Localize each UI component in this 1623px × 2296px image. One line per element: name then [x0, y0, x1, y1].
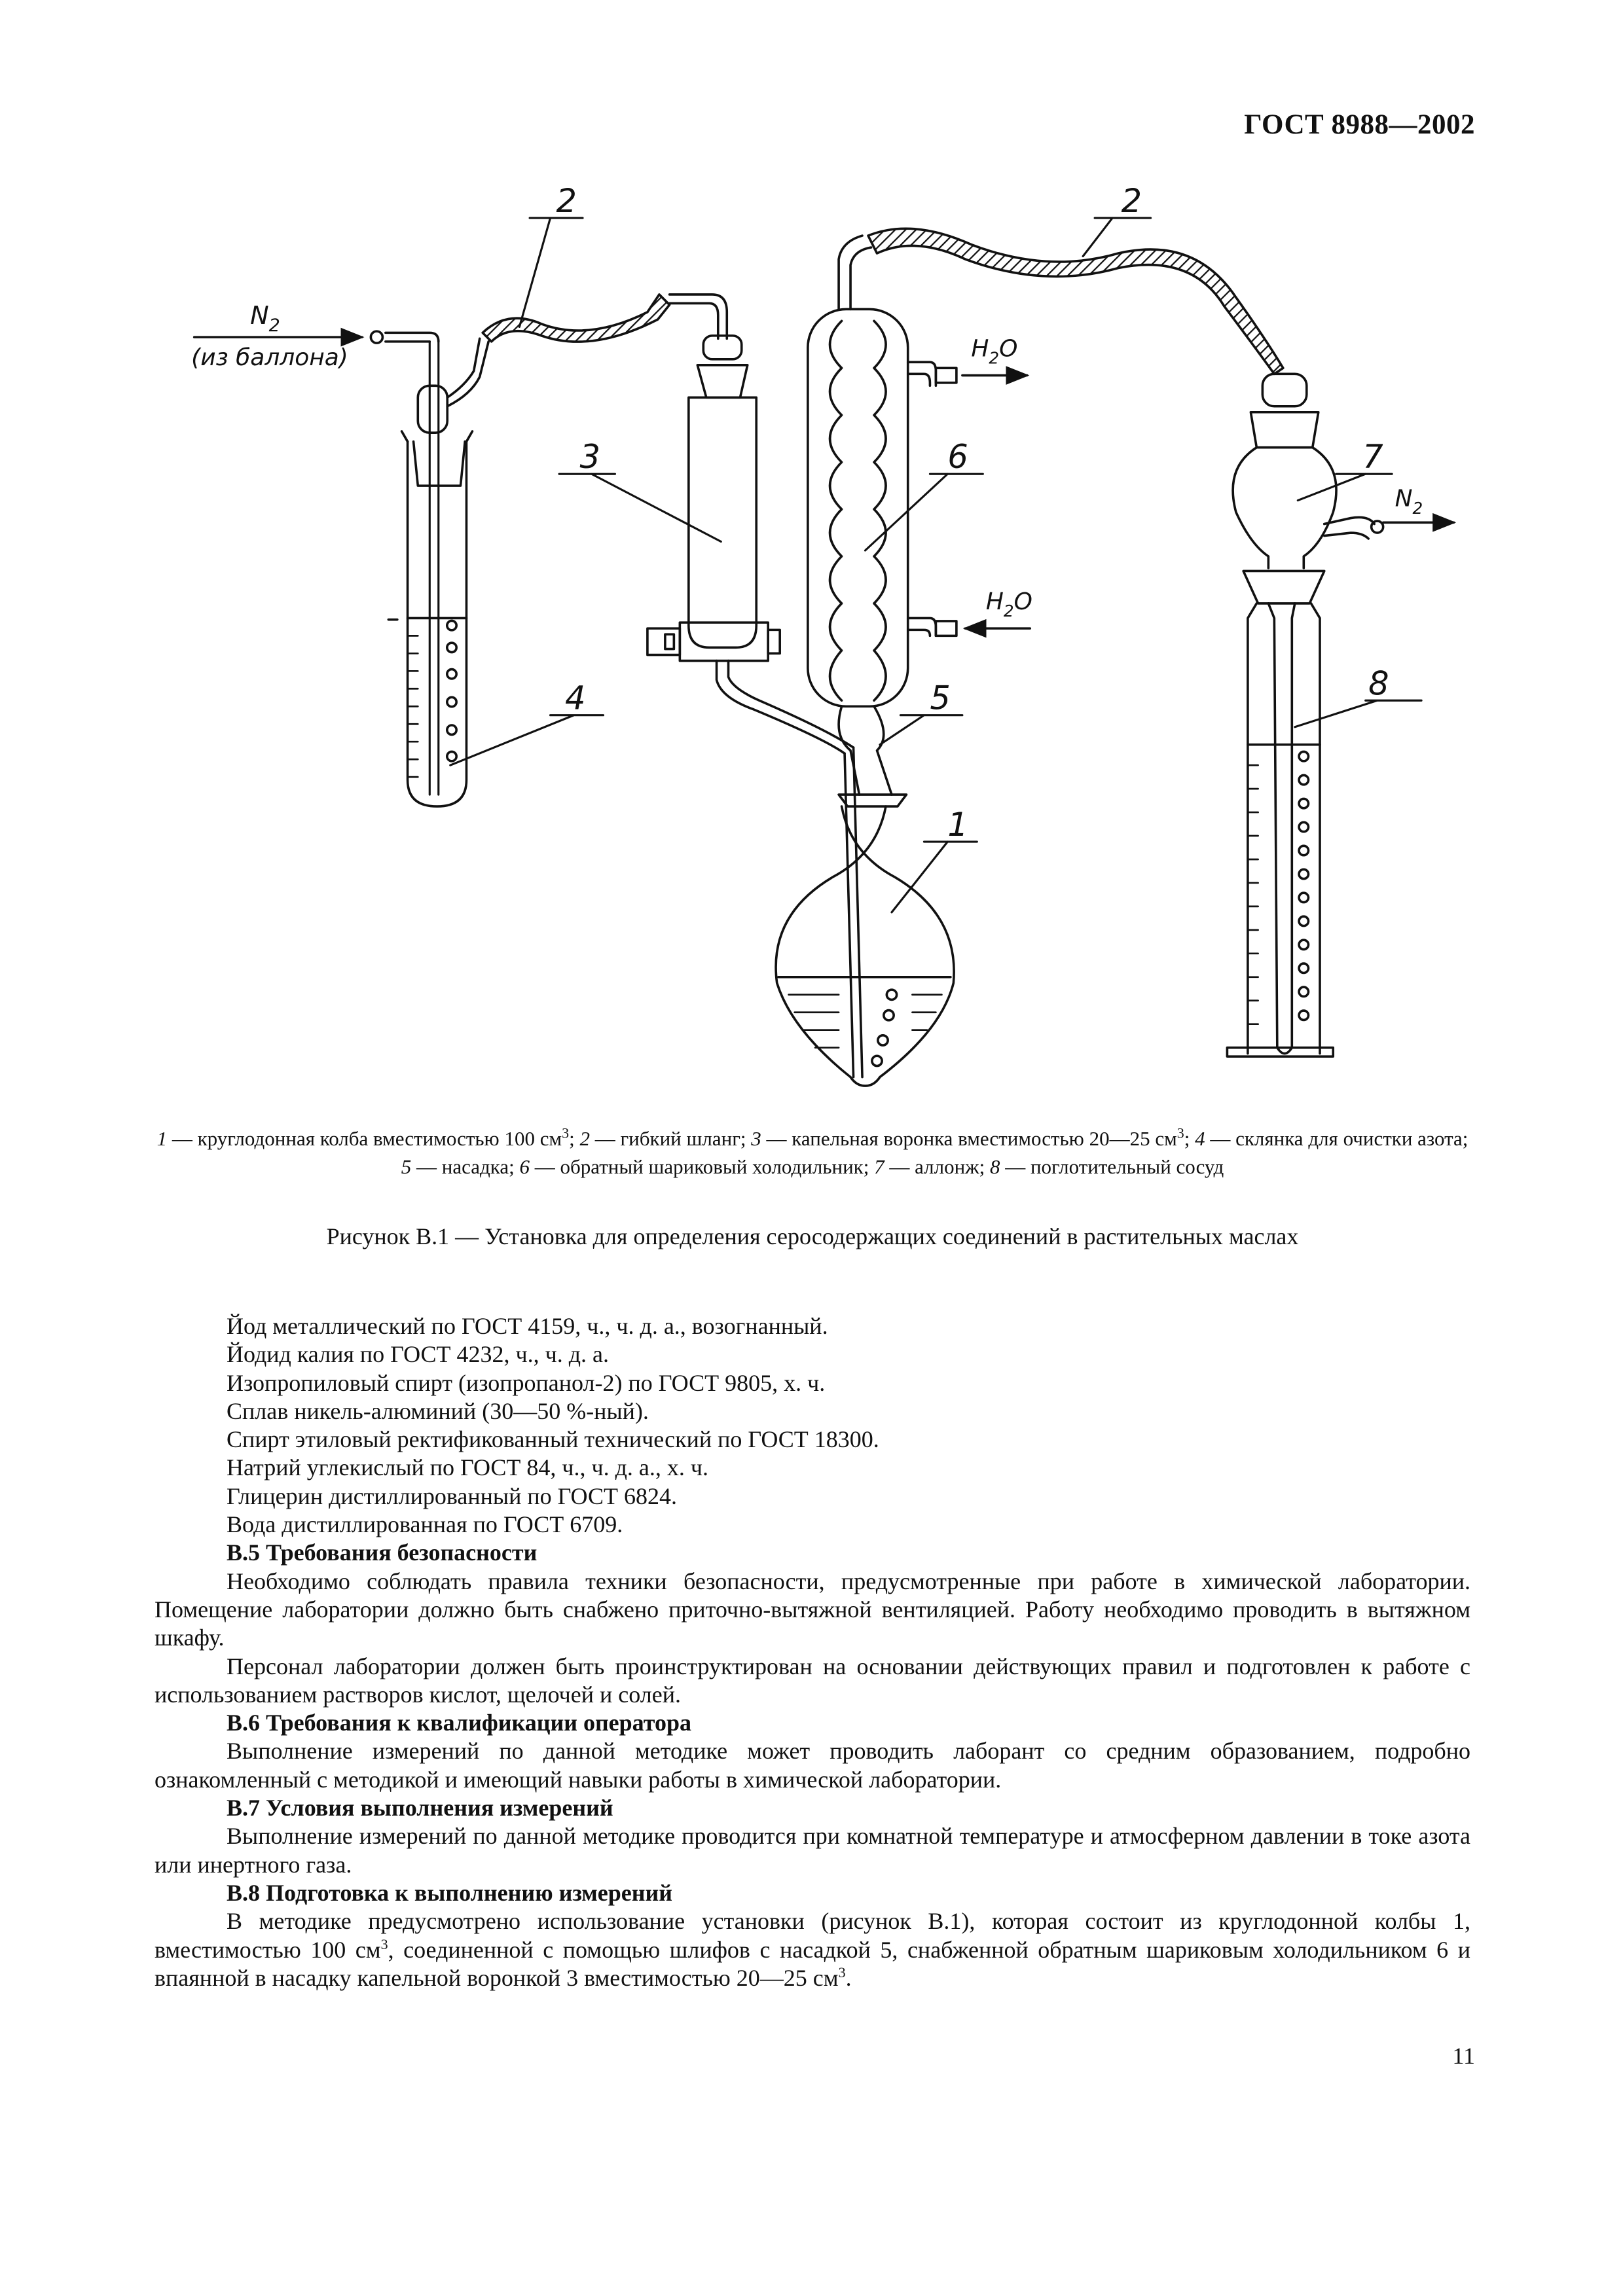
callout-1: 1 — [947, 806, 968, 844]
paragraph: Необходимо соблюдать правила техники безопасности, предусмотренные при работе в химической лаборатории. Помещение лаборатории должно быть снабжено приточно-вытяжной вентиляцией. Работу необходимо проводить в вытяжном шкафу. — [155, 1568, 1470, 1651]
paragraph: Выполнение измерений по данной методике проводится при комнатной температуре и атмосферном давлении в токе азота или инертного газа. — [155, 1823, 1470, 1878]
figure-title: Рисунок В.1 — Установка для определения серосодержащих соединений в растительных маслах — [326, 1223, 1299, 1249]
reagent-line: Глицерин дистиллированный по ГОСТ 6824. — [227, 1482, 677, 1509]
allonge-adapter-7 — [1233, 374, 1383, 603]
callout-8: 8 — [1368, 664, 1389, 703]
reagent-line: Спирт этиловый ректификованный технический по ГОСТ 18300. — [227, 1426, 879, 1453]
flexible-hose-left — [483, 295, 669, 342]
dropping-funnel-3 — [647, 336, 854, 753]
callout-6: 6 — [947, 438, 968, 476]
callout-5: 5 — [930, 679, 951, 717]
round-bottom-flask-1 — [776, 747, 954, 1086]
section-heading-b7: В.7 Условия выполнения измерений — [227, 1795, 613, 1821]
water-inlet-label: $H_2O$ — [985, 588, 1032, 621]
absorption-vessel-8 — [1227, 603, 1333, 1056]
n2-outlet-label: $N_2$ — [1395, 485, 1423, 518]
callout-4: 4 — [565, 679, 586, 717]
page-number: 11 — [1452, 2043, 1475, 2069]
reagent-line: Йодид калия по ГОСТ 4232, ч., ч. д. а. — [227, 1341, 610, 1368]
n2-source-label: (из баллона) — [191, 344, 348, 371]
standard-number-header: ГОСТ 8988—2002 — [1244, 109, 1475, 140]
reagent-line: Изопропиловый спирт (изопропанол-2) по ГОСТ 9805, х. ч. — [227, 1369, 826, 1396]
apparatus-figure — [0, 0, 1623, 1113]
water-outlet-label: $H_2O$ — [971, 335, 1018, 368]
reagent-line: Йод металлический по ГОСТ 4159, ч., ч. д. а., возогнанный. — [227, 1313, 828, 1339]
body-text — [155, 1312, 1470, 1992]
callout-3: 3 — [579, 438, 600, 476]
paragraph: Персонал лаборатории должен быть проинструктирован на основании действующих правил и подготовлен к работе с использованием растворов кислот, щелочей и солей. — [155, 1653, 1470, 1708]
reagent-line: Вода дистиллированная по ГОСТ 6709. — [227, 1511, 623, 1538]
paragraph: Выполнение измерений по данной методике может проводить лаборант со средним образованием, подробно ознакомленный с методикой и имеющий навыки работы в химической лаборатории. — [155, 1738, 1470, 1793]
section-heading-b5: В.5 Требования безопасности — [227, 1539, 538, 1566]
n2-inlet-label: $N_2$ — [250, 301, 280, 336]
reagent-line: Сплав никель-алюминий (30—50 %-ный). — [227, 1397, 649, 1424]
section-heading-b6: В.6 Требования к квалификации оператора — [227, 1710, 691, 1736]
figure-legend: 1 — круглодонная колба вместимостью 100 $см^3$; 2 — гибкий шланг; 3 — капельная воронка вместимостью 20—25 $см^3$; 4 — склянка для очистки азота; 5 — насадка; 6 — обратный шариковый холодильник; 7 — аллонж; 8 — поглотительный сосуд — [156, 1124, 1468, 1178]
callout-7: 7 — [1362, 438, 1383, 476]
paragraph: В методике предусмотрено использование установки (рисунок В.1), которая состоит из круглодонной колбы 1, вместимостью 100 $см^3$, соединенной с помощью шлифов с насадкой 5, снабженной обратным шариковым холодильником 6 и впаянной в насадку капельной воронкой 3 вместимостью 20—25 $см^3$. — [155, 1908, 1470, 1991]
callout-2-right: 2 — [1121, 182, 1142, 221]
callout-2-left: 2 — [556, 182, 577, 221]
flexible-hose-right — [868, 228, 1283, 374]
reagent-line: Натрий углекислый по ГОСТ 84, ч., ч. д. а., х. ч. — [227, 1454, 709, 1481]
gas-wash-bottle-4 — [371, 331, 488, 806]
section-heading-b8: В.8 Подготовка к выполнению измерений — [227, 1879, 673, 1906]
